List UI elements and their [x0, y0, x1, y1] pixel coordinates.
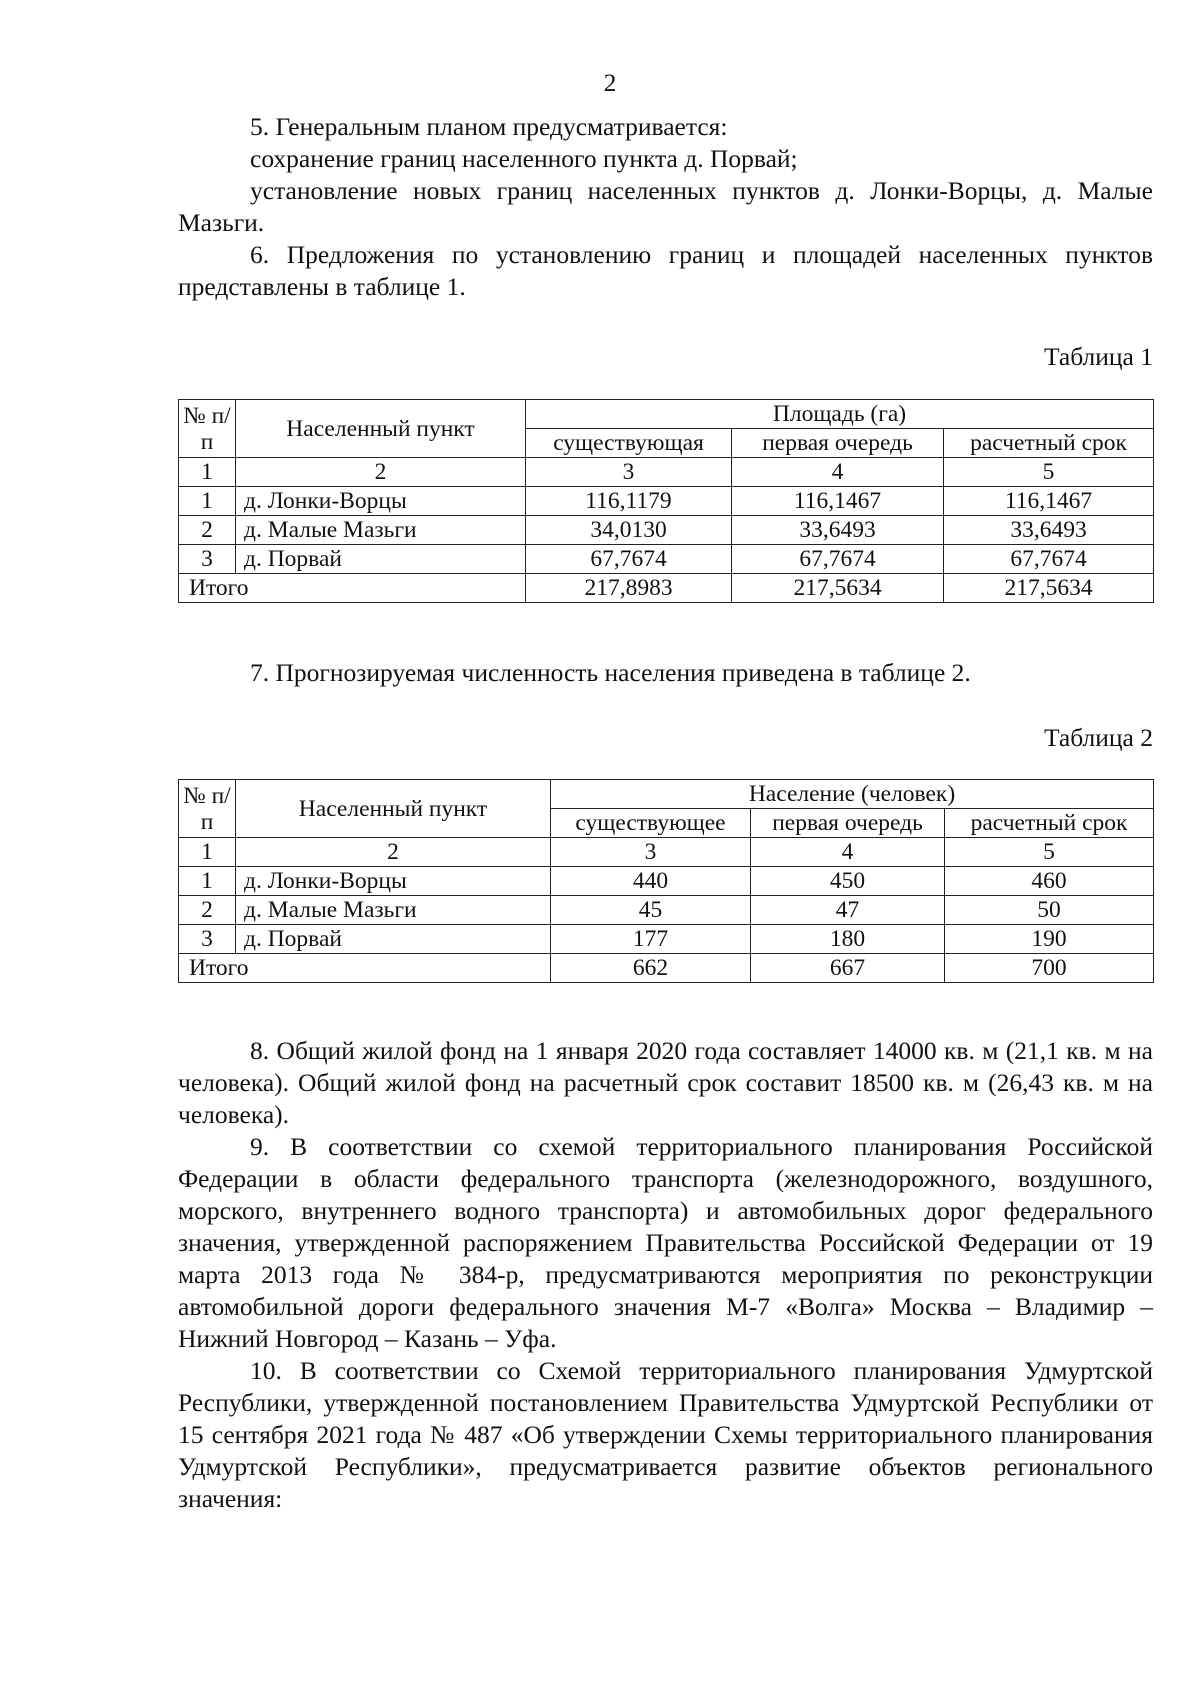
column-number: 3 — [526, 458, 732, 487]
table-row — [179, 867, 1154, 896]
cell-value: 33,6493 — [944, 516, 1154, 545]
table-row — [179, 545, 1154, 574]
total-value: 217,5634 — [944, 574, 1154, 603]
row-number: 3 — [179, 545, 236, 574]
cell-value: 180 — [751, 925, 945, 954]
cell-value: 33,6493 — [732, 516, 944, 545]
table-header-existing: существующая — [526, 429, 732, 458]
cell-value: 460 — [945, 867, 1154, 896]
table-row — [179, 487, 1154, 516]
row-number: 2 — [179, 516, 236, 545]
table-header-first-stage: первая очередь — [732, 429, 944, 458]
table-row — [179, 516, 1154, 545]
section-10-paragraph: 10. В соответствии со Схемой территориального планирования Удмуртской Республики, утвержденной постановлением Правительства Удмуртской Республики от 15 сентября 2021 года № 487 «Об утверждении Схемы территориального планирования Удмуртской Республики», предусматривается развитие объектов регионального значения: — [178, 1356, 1153, 1513]
row-number: 2 — [179, 896, 236, 925]
cell-value: 67,7674 — [526, 545, 732, 574]
column-number: 4 — [751, 838, 945, 867]
row-number: 1 — [179, 867, 236, 896]
cell-value: 450 — [751, 867, 945, 896]
settlement-name: д. Малые Мазьги — [236, 896, 551, 925]
row-number: 3 — [179, 925, 236, 954]
cell-value: 47 — [751, 896, 945, 925]
page-number: 2 — [603, 68, 617, 97]
section-9-paragraph: 9. В соответствии со схемой территориального планирования Российской Федерации в области федерального транспорта (железнодорожного, воздушного, морского, внутреннего водного транспорта) и автомобильных дорог федерального значения, утвержденной распоряжением Правительства Российской Федерации от 19 марта 2013 года № 384-р, предусматриваются мероприятия по реконструкции автомобильной дороги федерального значения М-7 «Волга» Москва – Владимир – Нижний Новгород – Казань – Уфа. — [178, 1132, 1153, 1353]
cell-value: 67,7674 — [732, 545, 944, 574]
column-number: 5 — [944, 458, 1154, 487]
section-8-paragraph: 8. Общий жилой фонд на 1 января 2020 года составляет 14000 кв. м (21,1 кв. м на человека). Общий жилой фонд на расчетный срок составит 18500 кв. м (26,43 кв. м на человека). — [178, 1036, 1153, 1129]
cell-value: 116,1467 — [944, 487, 1154, 516]
sections-8-10 — [178, 1035, 1153, 1515]
total-label: Итого — [179, 574, 526, 603]
table-row — [179, 896, 1154, 925]
section-6-paragraph: 6. Предложения по установлению границ и площадей населенных пунктов представлены в таблице 1. — [178, 240, 1153, 301]
table-total-row — [179, 954, 1154, 983]
cell-value: 67,7674 — [944, 545, 1154, 574]
section-5-heading: 5. Генеральным планом предусматривается: — [250, 112, 728, 141]
cell-value: 177 — [551, 925, 751, 954]
section-7-paragraph: 7. Прогнозируемая численность населения приведена в таблице 2. — [250, 658, 971, 687]
settlement-name: д. Малые Мазьги — [236, 516, 526, 545]
settlement-name: д. Лонки-Ворцы — [236, 487, 526, 516]
cell-value: 190 — [945, 925, 1154, 954]
total-value: 217,5634 — [732, 574, 944, 603]
total-label: Итого — [179, 954, 551, 983]
column-number: 2 — [236, 458, 526, 487]
table-2-population — [178, 779, 1154, 983]
total-value: 662 — [551, 954, 751, 983]
table-column-numbers — [179, 838, 1154, 867]
table-header-existing: существующее — [551, 809, 751, 838]
table-header-name: Населенный пункт — [236, 400, 526, 458]
total-value: 700 — [945, 954, 1154, 983]
column-number: 2 — [236, 838, 551, 867]
table-header-group: Население (человек) — [551, 780, 1154, 809]
table-header-target-term: расчетный срок — [945, 809, 1154, 838]
column-number: 1 — [179, 838, 236, 867]
table-total-row — [179, 574, 1154, 603]
table-row — [179, 925, 1154, 954]
column-number: 1 — [179, 458, 236, 487]
table-header-num: № п/п — [179, 780, 236, 838]
cell-value: 116,1467 — [732, 487, 944, 516]
column-number: 4 — [732, 458, 944, 487]
column-number: 3 — [551, 838, 751, 867]
settlement-name: д. Лонки-Ворцы — [236, 867, 551, 896]
cell-value: 45 — [551, 896, 751, 925]
table-header-target-term: расчетный срок — [944, 429, 1154, 458]
table-column-numbers — [179, 458, 1154, 487]
table-2-caption: Таблица 2 — [1043, 723, 1153, 752]
section-7 — [178, 657, 1153, 689]
cell-value: 440 — [551, 867, 751, 896]
column-number: 5 — [945, 838, 1154, 867]
settlement-name: д. Порвай — [236, 925, 551, 954]
total-value: 667 — [751, 954, 945, 983]
table-1-area — [178, 399, 1154, 603]
table-1-caption: Таблица 1 — [1043, 342, 1153, 371]
cell-value: 50 — [945, 896, 1154, 925]
row-number: 1 — [179, 487, 236, 516]
settlement-name: д. Порвай — [236, 545, 526, 574]
table-header-num: № п/п — [179, 400, 236, 458]
table-header-first-stage: первая очередь — [751, 809, 945, 838]
table-header-group: Площадь (га) — [526, 400, 1154, 429]
total-value: 217,8983 — [526, 574, 732, 603]
section-5 — [178, 111, 1153, 303]
cell-value: 34,0130 — [526, 516, 732, 545]
table-header-name: Населенный пункт — [236, 780, 551, 838]
section-5-item-2: установление новых границ населенных пунктов д. Лонки-Ворцы, д. Малые Мазьги. — [178, 176, 1153, 237]
section-5-item-1: сохранение границ населенного пункта д. Порвай; — [250, 144, 798, 173]
cell-value: 116,1179 — [526, 487, 732, 516]
